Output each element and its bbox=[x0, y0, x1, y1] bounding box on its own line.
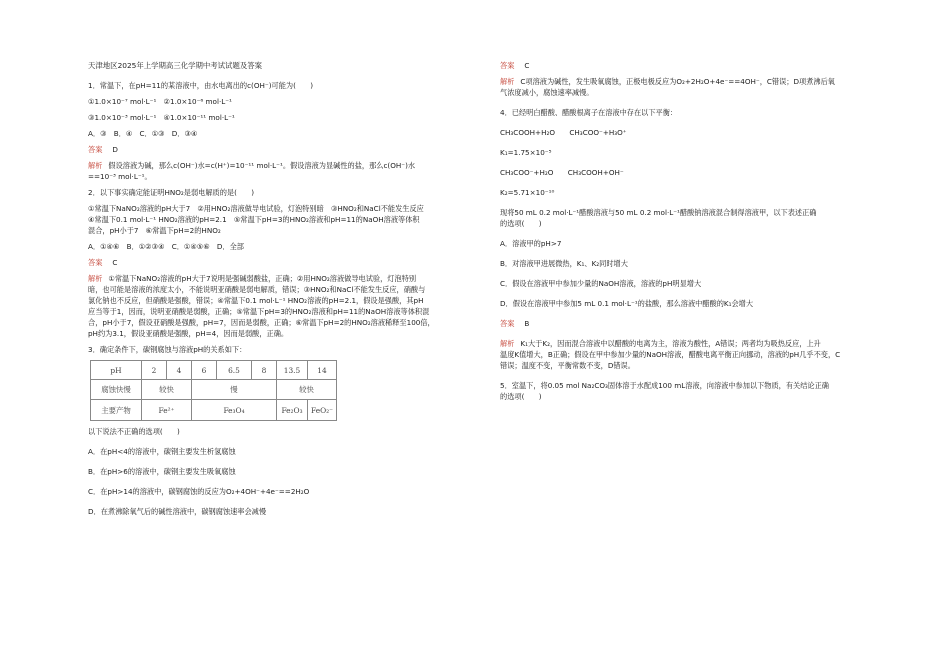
q4-option-b: B．对溶液甲进展微热，K₁、K₂同时增大 bbox=[500, 259, 628, 268]
q3-analysis-2: 气浓度减小，腐蚀速率减慢。 bbox=[500, 88, 594, 97]
analysis-text: 假设溶液为碱，那么c(OH⁻)水=c(H⁺)=10⁻¹¹ mol·L⁻¹。假设溶液为显碱性的盐，那么c(OH⁻)水 bbox=[108, 161, 416, 170]
table-cell: 4 bbox=[167, 361, 192, 380]
q1-options-line2: ③1.0×10⁻³ mol·L⁻¹ ④1.0×10⁻¹¹ mol·L⁻¹ bbox=[88, 113, 235, 122]
table-cell: Fe²⁺ bbox=[142, 400, 192, 421]
q1-choices: A．③ B．④ C．①③ D．③④ bbox=[88, 129, 198, 138]
answer-value: C bbox=[524, 61, 530, 70]
q1-analysis-1 bbox=[88, 160, 466, 171]
q4-answer bbox=[500, 318, 878, 329]
q4-k1: K₁=1.75×10⁻⁵ bbox=[500, 148, 552, 157]
answer-label: 答案 bbox=[88, 258, 103, 267]
q4-analysis-1 bbox=[500, 338, 878, 349]
corrosion-table bbox=[90, 360, 337, 421]
q2-analysis-6: pH约为3.1，假设亚硝酸是强酸，pH=4，因而是弱酸，正确。 bbox=[88, 329, 289, 338]
answer-label: 答案 bbox=[500, 61, 515, 70]
q1-analysis-2: ==10⁻³ mol·L⁻¹。 bbox=[88, 172, 152, 181]
table-cell: 8 bbox=[252, 361, 277, 380]
analysis-label: 解析 bbox=[88, 274, 103, 283]
q1-stem: 1．常温下，在pH=11的某溶液中，由水电离出的c(OH⁻)可能为( ) bbox=[88, 81, 314, 90]
q4-option-c: C．假设在溶液甲中参加少量的NaOH溶液，溶液的pH明显增大 bbox=[500, 279, 702, 288]
table-cell: FeO₂⁻ bbox=[308, 400, 337, 421]
q2-choices: A．①④⑥ B．①②③④ C．①④⑤⑥ D．全部 bbox=[88, 242, 244, 251]
q2-analysis-4: 应当等于1，因而，说明亚硝酸是弱酸，正确；⑤常温下pH=3的HNO₂溶液和pH=11的NaOH溶液等体积混 bbox=[88, 307, 430, 316]
analysis-text: ①常温下NaNO₂溶液的pH大于7说明是强碱弱酸盐，正确；②用HNO₂溶液做导电试验，灯泡特别 bbox=[108, 274, 417, 283]
q4-desc-1: 现将50 mL 0.2 mol·L⁻¹醋酸溶液与50 mL 0.2 mol·L⁻¹醋酸钠溶液混合制得溶液甲，以下表述正确 bbox=[500, 208, 817, 217]
q3-prompt: 以下说法不正确的选项( ) bbox=[88, 427, 180, 436]
table-cell: 较快 bbox=[142, 380, 192, 400]
table-cell: pH bbox=[91, 361, 142, 380]
q5-stem-2: 的选项( ) bbox=[500, 392, 542, 401]
q3-option-b: B．在pH>6的溶液中，碳钢主要发生吸氧腐蚀 bbox=[88, 467, 236, 476]
q1-options-line1: ①1.0×10⁻⁷ mol·L⁻¹ ②1.0×10⁻⁶ mol·L⁻¹ bbox=[88, 97, 232, 106]
q2-analysis-5: 合，pH小于7，假设亚硝酸是强酸，pH=7，因而是弱酸，正确；⑥常温下pH=2的HNO₂溶液稀释至100倍， bbox=[88, 318, 435, 327]
table-row-rate bbox=[91, 380, 337, 400]
table-row-product bbox=[91, 400, 337, 421]
table-cell: 6.5 bbox=[217, 361, 252, 380]
answer-label: 答案 bbox=[500, 319, 515, 328]
q2-stem: 2．以下事实确定能证明HNO₂是弱电解质的是( ) bbox=[88, 188, 255, 197]
q2-answer bbox=[88, 257, 466, 268]
table-cell: 腐蚀快慢 bbox=[91, 380, 142, 400]
q2-line3: 混合，pH小于7 ⑥常温下pH=2的HNO₂ bbox=[88, 226, 221, 235]
analysis-label: 解析 bbox=[88, 161, 103, 170]
q2-analysis-2: 暗，也可能是溶液的浓度太小，不能说明亚硝酸是弱电解质，错误；③HNO₂和NaCl不能发生反应，硝酸与 bbox=[88, 285, 426, 294]
analysis-label: 解析 bbox=[500, 339, 515, 348]
answer-value: B bbox=[524, 319, 530, 328]
q4-analysis-3: 错误；温度不变，平衡常数不变，D错误。 bbox=[500, 361, 635, 370]
q3-option-d: D．在煮沸除氧气后的碱性溶液中，碳钢腐蚀速率会减慢 bbox=[88, 507, 267, 516]
table-cell: 6 bbox=[192, 361, 217, 380]
q2-line2: ④常温下0.1 mol·L⁻¹ HNO₂溶液的pH=2.1 ⑤常温下pH=3的HNO₂溶液和pH=11的NaOH溶液等体积 bbox=[88, 215, 420, 224]
q4-option-a: A．溶液甲的pH>7 bbox=[500, 239, 562, 248]
q3-option-c: C．在pH>14的溶液中，碳钢腐蚀的反应为O₂+4OH⁻+4e⁻==2H₂O bbox=[88, 487, 310, 496]
answer-value: C bbox=[112, 258, 118, 267]
table-cell: Fe₂O₃ bbox=[277, 400, 308, 421]
analysis-label: 解析 bbox=[500, 77, 515, 86]
q3-answer bbox=[500, 60, 878, 71]
answer-value: D bbox=[112, 145, 118, 154]
right-column bbox=[500, 60, 878, 402]
q4-k2: K₂=5.71×10⁻¹⁰ bbox=[500, 188, 555, 197]
analysis-text: K₁大于K₂，因而混合溶液中以醋酸的电离为主，溶液为酸性，A错误；两者均为吸热反应，上升 bbox=[520, 339, 821, 348]
table-cell: 13.5 bbox=[277, 361, 308, 380]
q3-option-a: A．在pH<4的溶液中，碳钢主要发生析氢腐蚀 bbox=[88, 447, 236, 456]
q4-equation-2: CH₃COO⁻+H₂O CH₃COOH+OH⁻ bbox=[500, 168, 624, 177]
table-cell: 主要产物 bbox=[91, 400, 142, 421]
doc-title: 天津地区2025年上学期高三化学期中考试试题及答案 bbox=[88, 61, 263, 70]
q3-stem: 3．确定条件下，碳钢腐蚀与溶液pH的关系如下： bbox=[88, 345, 247, 354]
q5-stem-1: 5．室温下，将0.05 mol Na₂CO₃固体溶于水配成100 mL溶液，向溶液中参加以下物质，有关结论正确 bbox=[500, 381, 829, 390]
table-cell: 14 bbox=[308, 361, 337, 380]
q4-option-d: D．假设在溶液甲中参加5 mL 0.1 mol·L⁻¹的盐酸，那么溶液中醋酸的K₁会增大 bbox=[500, 299, 754, 308]
q4-equation-1: CH₃COOH+H₂O CH₃COO⁻+H₃O⁺ bbox=[500, 128, 627, 137]
table-cell: 较快 bbox=[277, 380, 337, 400]
table-cell: Fe₃O₄ bbox=[192, 400, 277, 421]
table-row-ph bbox=[91, 361, 337, 380]
left-column bbox=[88, 60, 466, 517]
q3-analysis-1 bbox=[500, 76, 878, 87]
q4-stem: 4．已经明白醋酸、醋酸根离子在溶液中存在以下平衡： bbox=[500, 108, 678, 117]
q4-analysis-2: 温度K值增大，B正确；假设在甲中参加少量的NaOH溶液，醋酸电离平衡正向挪动，溶液的pH几乎不变，C bbox=[500, 350, 841, 359]
table-cell: 2 bbox=[142, 361, 167, 380]
answer-label: 答案 bbox=[88, 145, 103, 154]
table-cell: 慢 bbox=[192, 380, 277, 400]
q2-analysis-3: 氯化钠也不反应，但硝酸是强酸，错误；④常温下0.1 mol·L⁻¹ HNO₂溶液的pH=2.1，假设是强酸，其pH bbox=[88, 296, 424, 305]
analysis-text: C项溶液为碱性，发生吸氧腐蚀，正极电极反应为O₂+2H₂O+4e⁻==4OH⁻，C错误；D项煮沸后氧 bbox=[520, 77, 835, 86]
q4-desc-2: 的选项( ) bbox=[500, 219, 542, 228]
q2-line1: ①常温下NaNO₂溶液的pH大于7 ②用HNO₂溶液做导电试验，灯泡特别暗 ③HNO₂和NaCl不能发生反应 bbox=[88, 204, 424, 213]
q1-answer bbox=[88, 144, 466, 155]
q2-analysis-1 bbox=[88, 273, 466, 284]
